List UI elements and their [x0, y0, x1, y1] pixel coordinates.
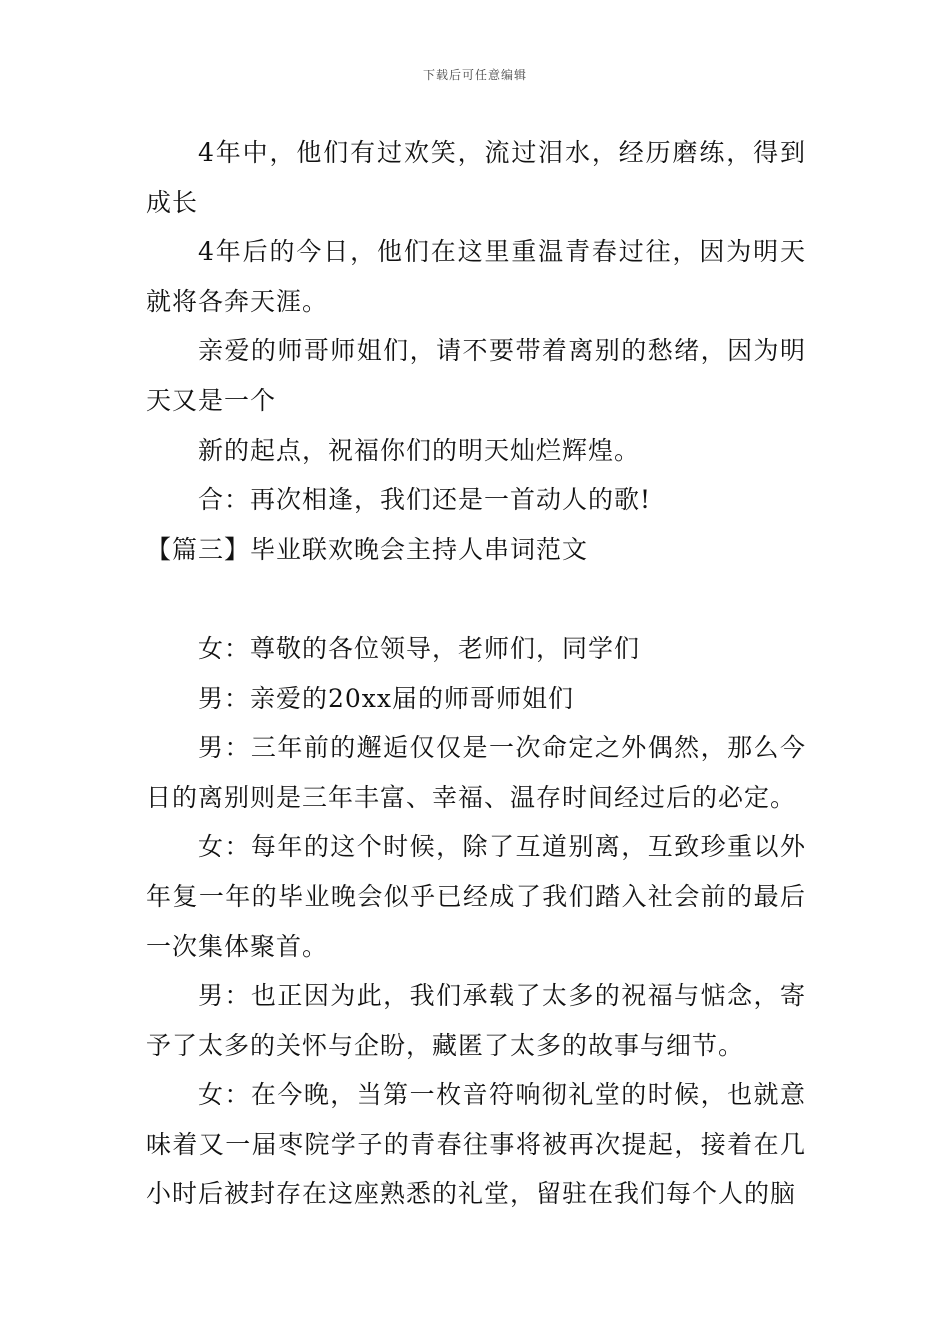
paragraph-1: 4年中，他们有过欢笑，流过泪水，经历磨练，得到成长 [146, 138, 806, 217]
paragraph-4: 新的起点，祝福你们的明天灿烂辉煌。 [198, 435, 641, 465]
page-header: 下载后可任意编辑 [422, 68, 527, 82]
paragraph-3: 亲爱的师哥师姐们，请不要带着离别的愁绪，因为明天又是一个 [146, 336, 806, 415]
paragraph-10: 男：也正因为此，我们承载了太多的祝福与惦念，寄予了太多的关怀与企盼，藏匿了太多的故事与细节。 [146, 981, 806, 1060]
paragraph-6: 女：尊敬的各位领导，老师们，同学们 [198, 633, 641, 663]
document-body [146, 128, 806, 1219]
paragraph-5: 合：再次相逢，我们还是一首动人的歌! [198, 485, 652, 515]
paragraph-7: 男：亲爱的20xx届的师哥师姐们 [198, 683, 575, 713]
paragraph-11: 女：在今晚，当第一枚音符响彻礼堂的时候，也就意味着又一届枣院学子的青春往事将被再次提起，接着在几小时后被封存在这座熟悉的礼堂，留驻在我们每个人的脑 [146, 1080, 806, 1209]
paragraph-9: 女：每年的这个时候，除了互道别离，互致珍重以外年复一年的毕业晚会似乎已经成了我们踏入社会前的最后一次集体聚首。 [146, 832, 806, 961]
paragraph-2: 4年后的今日，他们在这里重温青春过往，因为明天就将各奔天涯。 [146, 237, 806, 316]
blank-line [146, 574, 806, 624]
paragraph-8: 男：三年前的邂逅仅仅是一次命定之外偶然，那么今日的离别则是三年丰富、幸福、温存时间经过后的必定。 [146, 733, 806, 812]
section-heading: 【篇三】毕业联欢晚会主持人串词范文 [146, 534, 589, 564]
